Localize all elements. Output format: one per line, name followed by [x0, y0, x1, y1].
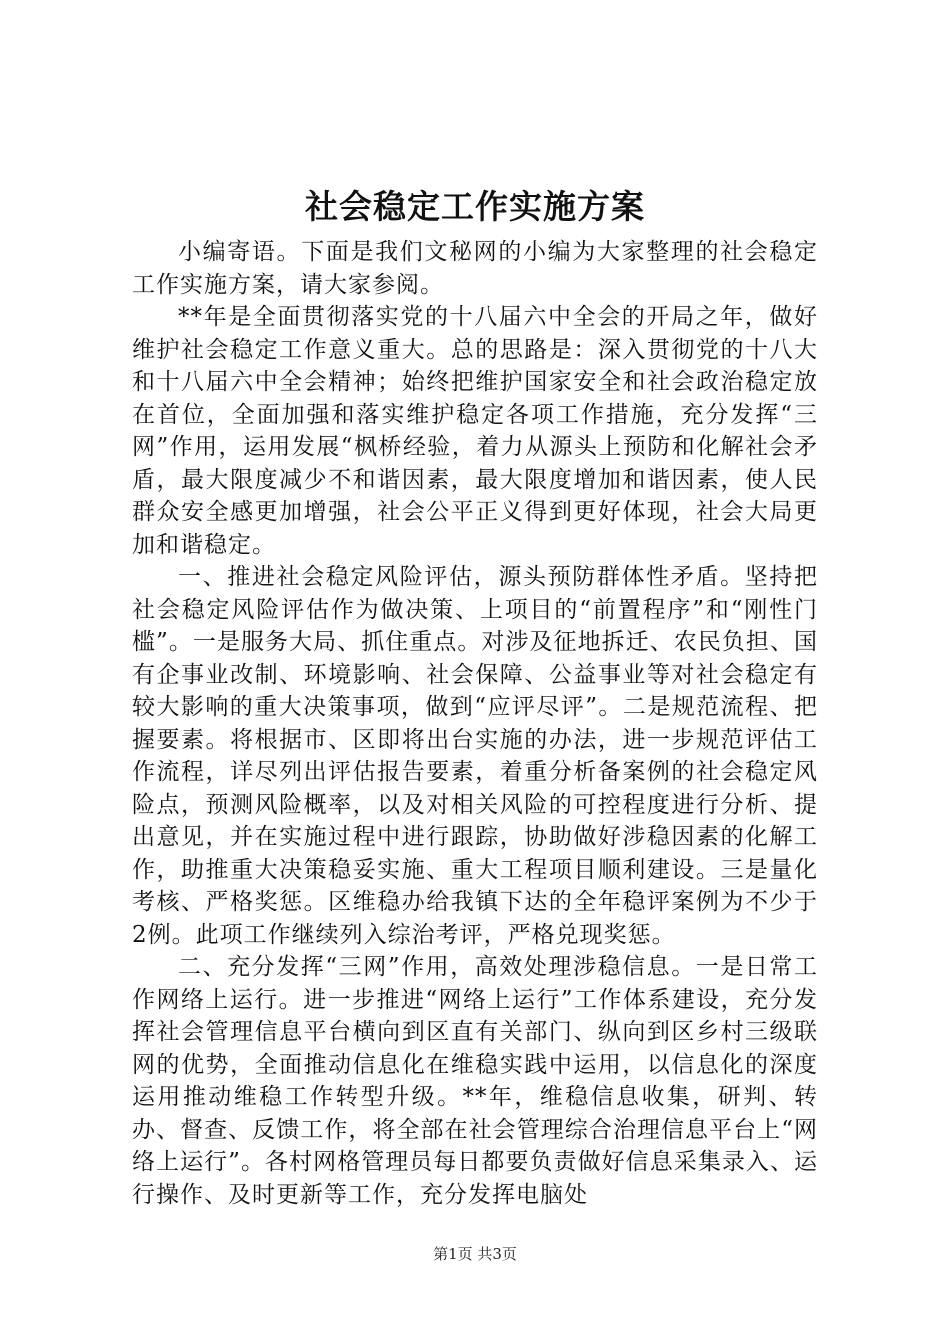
paragraph-overview: **年是全面贯彻落实党的十八届六中全会的开局之年，做好维护社会稳定工作意义重大。总的思路是：深入贯彻党的十八大和十八届六中全会精神；始终把维护国家安全和社会政治稳定放在首位，全面加强和落实维护稳定各项工作措施，充分发挥“三网”作用，运用发展“枫桥经验，着力从源头上预防和化解社会矛盾，最大限度减少不和谐因素，最大限度增加和谐因素，使人民群众安全感更加增强，社会公平正义得到更好体现，社会大局更加和谐稳定。	[132, 304, 818, 558]
document-title: 社会稳定工作实施方案	[305, 187, 645, 226]
paragraph-section-2: 二、充分发挥“三网”作用，高效处理涉稳信息。一是日常工作网络上运行。进一步推进“网络上运行”工作体系建设，充分发挥社会管理信息平台横向到区直有关部门、纵向到区乡村三级联网的优势，全面推动信息化在维稳实践中运用，以信息化的深度运用推动维稳工作转型升级。**年，维稳信息收集，研判、转办、督查、反馈工作，将全部在社会管理综合治理信息平台上“网络上运行”。各村网格管理员每日都要负责做好信息采集录入、运行操作、及时更新等工作，充分发挥电脑处	[132, 954, 818, 1208]
paragraph-intro: 小编寄语。下面是我们文秘网的小编为大家整理的社会稳定工作实施方案，请大家参阅。	[132, 239, 818, 298]
paragraph-section-1: 一、推进社会稳定风险评估，源头预防群体性矛盾。坚持把社会稳定风险评估作为做决策、上项目的“前置程序”和“刚性门槛”。一是服务大局、抓住重点。对涉及征地拆迁、农民负担、国有企事业改制、环境影响、社会保障、公益事业等对社会稳定有较大影响的重大决策事项，做到“应评尽评”。二是规范流程、把握要素。将根据市、区即将出台实施的办法，进一步规范评估工作流程，详尽列出评估报告要素，着重分析备案例的社会稳定风险点，预测风险概率，以及对相关风险的可控程度进行分析、提出意见，并在实施过程中进行跟踪，协助做好涉稳因素的化解工作，助推重大决策稳妥实施、重大工程项目顺利建设。三是量化考核、严格奖惩。区维稳办给我镇下达的全年稳评案例为不少于2例。此项工作继续列入综治考评，严格兑现奖惩。	[132, 564, 818, 948]
document-body	[132, 236, 818, 1211]
page-number-footer: 第1页 共3页	[433, 1245, 517, 1263]
